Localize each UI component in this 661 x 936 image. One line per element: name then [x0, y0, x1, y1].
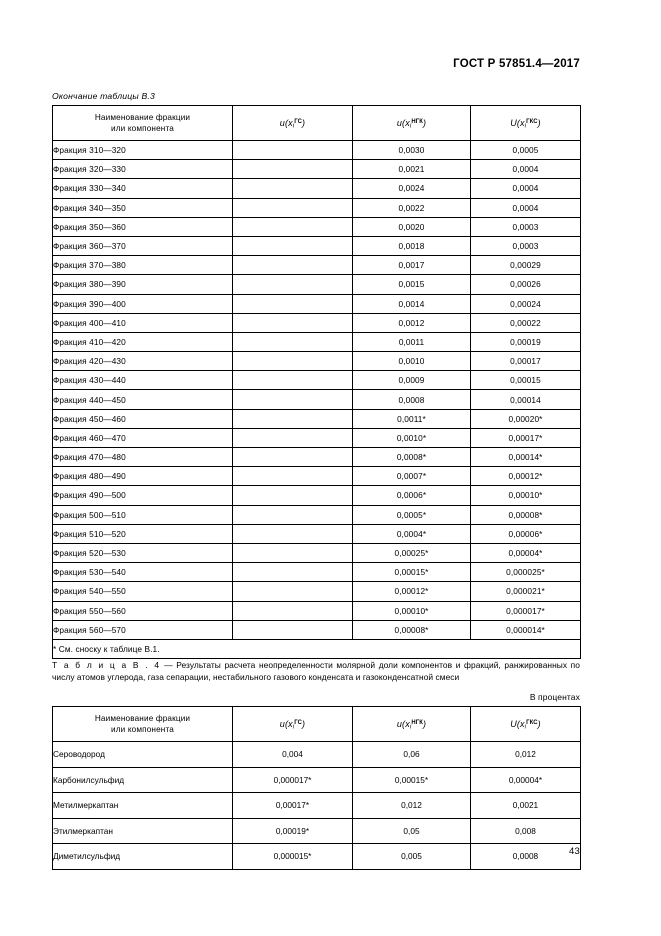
table-row [53, 505, 581, 524]
row-label: Фракция 440—450 [53, 390, 233, 409]
header-cell-u-ngk [353, 106, 471, 141]
header-u-gs-base: u(x [279, 718, 293, 729]
cell-u-gs [233, 582, 353, 601]
cell-U-gks: 0,00026 [471, 275, 581, 294]
cell-u-ngk: 0,0024 [353, 179, 471, 198]
row-label: Фракция 550—560 [53, 601, 233, 620]
cell-u-gs [233, 236, 353, 255]
table-row [53, 236, 581, 255]
table-row [53, 332, 581, 351]
cell-U-gks: 0,00006* [471, 524, 581, 543]
header-cell-U-gks [471, 707, 581, 742]
cell-u-ngk: 0,00025* [353, 543, 471, 562]
cell-u-ngk: 0,0008 [353, 390, 471, 409]
cell-u-ngk: 0,0004* [353, 524, 471, 543]
cell-u-gs [233, 448, 353, 467]
table-row [53, 793, 581, 819]
table-row [53, 767, 581, 793]
row-label: Фракция 380—390 [53, 275, 233, 294]
cell-U-gks: 0,000025* [471, 563, 581, 582]
cell-U-gks: 0,008 [471, 818, 581, 844]
row-label: Этилмеркаптан [53, 818, 233, 844]
table-b4-units-label: В процентах [529, 692, 580, 702]
header-u-ngk-base: u(x [396, 718, 410, 729]
cell-u-ngk: 0,0010* [353, 428, 471, 447]
row-label: Фракция 530—540 [53, 563, 233, 582]
table-b4-caption [52, 660, 580, 684]
cell-U-gks: 0,00029 [471, 256, 581, 275]
row-label: Фракция 410—420 [53, 332, 233, 351]
table-b4-body [53, 742, 581, 870]
row-label: Фракция 310—320 [53, 141, 233, 160]
table-row [53, 217, 581, 236]
cell-u-ngk: 0,0020 [353, 217, 471, 236]
row-label: Карбонилсульфид [53, 767, 233, 793]
row-label: Диметилсульфид [53, 844, 233, 870]
header-u-ngk-sub: i [409, 122, 412, 130]
cell-u-gs [233, 141, 353, 160]
header-U-gks-paren: ) [537, 117, 541, 128]
cell-u-gs [233, 390, 353, 409]
header-cell-u-ngk [353, 707, 471, 742]
header-u-gs-sup: ГС [294, 118, 303, 125]
cell-u-gs [233, 486, 353, 505]
cell-u-gs [233, 428, 353, 447]
row-label: Сероводород [53, 742, 233, 768]
cell-U-gks: 0,00004* [471, 767, 581, 793]
header-u-gs-sup: ГС [294, 719, 303, 726]
header-cell-U-gks [471, 106, 581, 141]
cell-u-ngk: 0,0030 [353, 141, 471, 160]
table-b3-continuation-caption: Окончание таблицы В.3 [52, 91, 155, 101]
cell-U-gks: 0,00010* [471, 486, 581, 505]
header-name-line1: Наименование фракции [94, 112, 191, 122]
cell-U-gks: 0,00015 [471, 371, 581, 390]
header-u-ngk-sup: НГК [411, 118, 423, 125]
header-cell-name [53, 106, 233, 141]
table-b4-caption-label: Т а б л и ц а В . 4 [52, 660, 161, 670]
header-u-gs-paren: ) [302, 718, 306, 729]
table-b4-header-row [53, 707, 581, 742]
cell-u-gs [233, 332, 353, 351]
row-label: Фракция 360—370 [53, 236, 233, 255]
table-row [53, 390, 581, 409]
row-label: Фракция 490—500 [53, 486, 233, 505]
row-label: Фракция 460—470 [53, 428, 233, 447]
cell-u-ngk: 0,0022 [353, 198, 471, 217]
table-row [53, 448, 581, 467]
cell-u-ngk: 0,0018 [353, 236, 471, 255]
header-u-ngk-paren: ) [422, 718, 427, 729]
row-label: Фракция 500—510 [53, 505, 233, 524]
cell-u-gs [233, 313, 353, 332]
cell-u-gs [233, 275, 353, 294]
cell-u-gs: 0,004 [233, 742, 353, 768]
row-label: Фракция 370—380 [53, 256, 233, 275]
table-row [53, 582, 581, 601]
header-U-gks-paren: ) [537, 718, 541, 729]
row-label: Фракция 470—480 [53, 448, 233, 467]
row-label: Фракция 540—550 [53, 582, 233, 601]
row-label: Фракция 480—490 [53, 467, 233, 486]
cell-U-gks: 0,00024 [471, 294, 581, 313]
cell-U-gks: 0,0008 [471, 844, 581, 870]
table-row [53, 275, 581, 294]
table-row [53, 620, 581, 639]
cell-u-gs [233, 160, 353, 179]
table-row [53, 352, 581, 371]
table-row [53, 524, 581, 543]
cell-u-ngk: 0,0011* [353, 409, 471, 428]
cell-u-gs [233, 179, 353, 198]
cell-u-ngk: 0,00015* [353, 563, 471, 582]
row-label: Фракция 330—340 [53, 179, 233, 198]
cell-u-ngk: 0,0010 [353, 352, 471, 371]
row-label: Фракция 510—520 [53, 524, 233, 543]
header-u-gs-sub: i [292, 122, 295, 130]
header-cell-u-gs [233, 106, 353, 141]
cell-u-gs [233, 352, 353, 371]
cell-U-gks: 0,0003 [471, 217, 581, 236]
row-label: Фракция 340—350 [53, 198, 233, 217]
cell-u-ngk: 0,0008* [353, 448, 471, 467]
cell-u-ngk: 0,0005* [353, 505, 471, 524]
row-label: Фракция 320—330 [53, 160, 233, 179]
cell-u-ngk: 0,0014 [353, 294, 471, 313]
cell-u-ngk: 0,0021 [353, 160, 471, 179]
cell-u-ngk: 0,06 [353, 742, 471, 768]
cell-u-gs [233, 524, 353, 543]
cell-u-gs [233, 256, 353, 275]
cell-u-ngk: 0,012 [353, 793, 471, 819]
cell-u-gs: 0,00019* [233, 818, 353, 844]
row-label: Фракция 390—400 [53, 294, 233, 313]
header-u-gs-sub: i [292, 723, 295, 731]
cell-u-gs [233, 467, 353, 486]
cell-u-ngk: 0,00015* [353, 767, 471, 793]
row-label: Фракция 430—440 [53, 371, 233, 390]
table-row [53, 818, 581, 844]
header-cell-u-gs [233, 707, 353, 742]
cell-U-gks: 0,0005 [471, 141, 581, 160]
cell-u-ngk: 0,0012 [353, 313, 471, 332]
header-cell-name [53, 707, 233, 742]
table-b3-body [53, 141, 581, 640]
table-b4-caption-text: — Результаты расчета неопределенности молярной доли компонентов и фракций, ранжированных по числу атомов углерода, газа сепарации, нестабильного газового конденсата и газоконденсатной смеси [52, 660, 580, 682]
table-row [53, 467, 581, 486]
cell-U-gks: 0,00017 [471, 352, 581, 371]
page-number: 43 [569, 846, 580, 857]
table-row [53, 486, 581, 505]
cell-u-gs: 0,00017* [233, 793, 353, 819]
table-row [53, 256, 581, 275]
cell-U-gks: 0,0003 [471, 236, 581, 255]
row-label: Фракция 400—410 [53, 313, 233, 332]
header-u-ngk-base: u(x [396, 117, 410, 128]
table-row [53, 742, 581, 768]
cell-U-gks: 0,00017* [471, 428, 581, 447]
cell-U-gks: 0,0021 [471, 793, 581, 819]
cell-u-ngk: 0,0009 [353, 371, 471, 390]
cell-U-gks: 0,00019 [471, 332, 581, 351]
cell-u-ngk: 0,00010* [353, 601, 471, 620]
table-b3-footnote: * См. сноску к таблице В.1. [53, 639, 581, 658]
cell-U-gks: 0,000021* [471, 582, 581, 601]
cell-U-gks: 0,000014* [471, 620, 581, 639]
row-label: Фракция 560—570 [53, 620, 233, 639]
header-name-line2: или компонента [111, 725, 174, 734]
cell-u-gs [233, 198, 353, 217]
cell-u-gs [233, 294, 353, 313]
row-label: Фракция 450—460 [53, 409, 233, 428]
cell-U-gks: 0,00022 [471, 313, 581, 332]
table-row [53, 428, 581, 447]
cell-u-ngk: 0,0015 [353, 275, 471, 294]
header-U-gks-sub: i [524, 122, 527, 130]
table-row [53, 409, 581, 428]
header-u-ngk-sub: i [409, 723, 412, 731]
table-row [53, 179, 581, 198]
cell-u-gs: 0,000015* [233, 844, 353, 870]
cell-u-ngk: 0,0017 [353, 256, 471, 275]
cell-u-ngk: 0,0007* [353, 467, 471, 486]
table-row [53, 141, 581, 160]
header-u-ngk-paren: ) [422, 117, 427, 128]
cell-u-gs [233, 543, 353, 562]
cell-u-gs [233, 620, 353, 639]
row-label: Фракция 520—530 [53, 543, 233, 562]
table-row [53, 198, 581, 217]
header-U-gks-base: U(x [510, 718, 525, 729]
cell-U-gks: 0,0004 [471, 198, 581, 217]
cell-U-gks: 0,00012* [471, 467, 581, 486]
header-U-gks-base: U(x [510, 117, 525, 128]
table-b3-footnote-row [53, 639, 581, 658]
header-name-line2: или компонента [111, 124, 174, 133]
table-row [53, 844, 581, 870]
cell-u-ngk: 0,00012* [353, 582, 471, 601]
cell-U-gks: 0,000017* [471, 601, 581, 620]
table-row [53, 313, 581, 332]
table-b3-header-row [53, 106, 581, 141]
cell-u-ngk: 0,0011 [353, 332, 471, 351]
row-label: Метилмеркаптан [53, 793, 233, 819]
cell-u-gs [233, 505, 353, 524]
header-U-gks-sup: ГКС [526, 719, 538, 726]
header-U-gks-sub: i [524, 723, 527, 731]
header-u-ngk-sup: НГК [411, 719, 423, 726]
cell-u-ngk: 0,05 [353, 818, 471, 844]
header-u-gs-paren: ) [302, 117, 306, 128]
header-U-gks-sup: ГКС [526, 118, 538, 125]
table-b4 [52, 706, 581, 870]
row-label: Фракция 350—360 [53, 217, 233, 236]
header-name-line1: Наименование фракции [94, 713, 191, 723]
table-b3 [52, 105, 581, 659]
cell-u-gs [233, 409, 353, 428]
cell-U-gks: 0,00004* [471, 543, 581, 562]
cell-u-ngk: 0,0006* [353, 486, 471, 505]
standard-header: ГОСТ Р 57851.4—2017 [453, 58, 580, 70]
table-row [53, 563, 581, 582]
cell-U-gks: 0,0004 [471, 160, 581, 179]
cell-U-gks: 0,00020* [471, 409, 581, 428]
cell-U-gks: 0,00014 [471, 390, 581, 409]
header-u-gs-base: u(x [279, 117, 293, 128]
cell-U-gks: 0,0004 [471, 179, 581, 198]
cell-u-ngk: 0,00008* [353, 620, 471, 639]
table-row [53, 294, 581, 313]
cell-u-gs [233, 563, 353, 582]
table-row [53, 160, 581, 179]
cell-u-gs: 0,000017* [233, 767, 353, 793]
table-row [53, 371, 581, 390]
cell-u-ngk: 0,005 [353, 844, 471, 870]
cell-U-gks: 0,00008* [471, 505, 581, 524]
cell-u-gs [233, 601, 353, 620]
row-label: Фракция 420—430 [53, 352, 233, 371]
table-row [53, 601, 581, 620]
table-row [53, 543, 581, 562]
cell-U-gks: 0,00014* [471, 448, 581, 467]
cell-u-gs [233, 217, 353, 236]
cell-U-gks: 0,012 [471, 742, 581, 768]
cell-u-gs [233, 371, 353, 390]
